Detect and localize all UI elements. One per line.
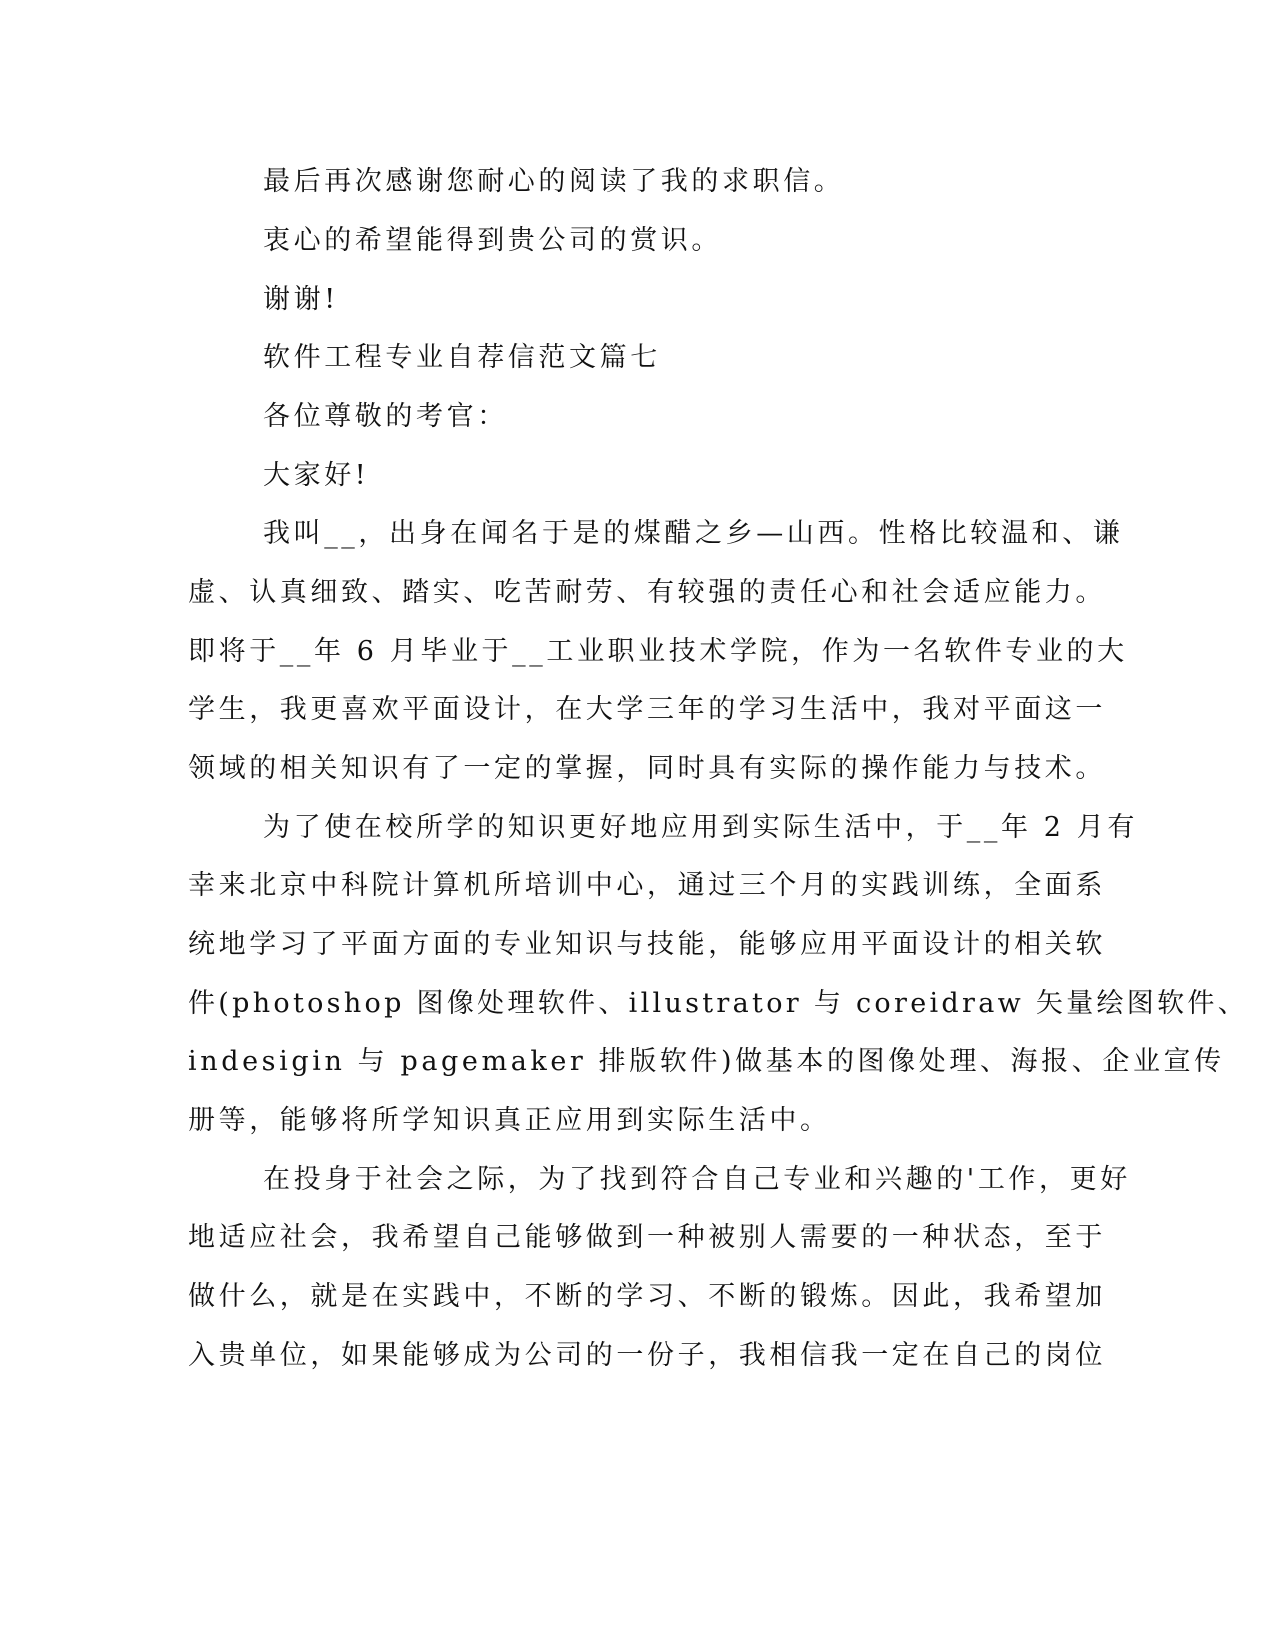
paragraph-2-line-1: 为了使在校所学的知识更好地应用到实际生活中，于__年 2 月有	[263, 812, 1138, 843]
paragraph-3-line-2: 地适应社会，我希望自己能够做到一种被别人需要的一种状态，至于	[188, 1222, 1106, 1253]
thanks-line: 谢谢!	[263, 284, 339, 315]
paragraph-2-line-5: indesigin 与 pagemaker 排版软件)做基本的图像处理、海报、企业宣传	[188, 1046, 1225, 1077]
paragraph-1-line-5: 领域的相关知识有了一定的掌握，同时具有实际的操作能力与技术。	[188, 753, 1106, 784]
paragraph-2-line-6: 册等，能够将所学知识真正应用到实际生活中。	[188, 1105, 831, 1136]
salutation: 各位尊敬的考官：	[263, 401, 508, 432]
paragraph-3-line-4: 入贵单位，如果能够成为公司的一份子，我相信我一定在自己的岗位	[188, 1340, 1106, 1371]
greeting: 大家好!	[263, 460, 370, 491]
paragraph-1-line-2: 虚、认真细致、踏实、吃苦耐劳、有较强的责任心和社会适应能力。	[188, 577, 1106, 608]
paragraph-2-line-4: 件(photoshop 图像处理软件、illustrator 与 coreidraw 矢量绘图软件、	[188, 988, 1248, 1019]
paragraph-1-line-3: 即将于__年 6 月毕业于__工业职业技术学院，作为一名软件专业的大	[188, 636, 1128, 667]
paragraph-2-line-2: 幸来北京中科院计算机所培训中心，通过三个月的实践训练，全面系	[188, 870, 1106, 901]
paragraph-3-line-3: 做什么，就是在实践中，不断的学习、不断的锻炼。因此，我希望加	[188, 1281, 1106, 1312]
paragraph-1-line-4: 学生，我更喜欢平面设计，在大学三年的学习生活中，我对平面这一	[188, 694, 1106, 725]
paragraph-1-line-1: 我叫__，出身在闻名于是的煤醋之乡—山西。性格比较温和、谦	[263, 518, 1124, 549]
paragraph-3-line-1: 在投身于社会之际，为了找到符合自己专业和兴趣的'工作，更好	[263, 1164, 1131, 1195]
section-title: 软件工程专业自荐信范文篇七	[263, 342, 661, 373]
closing-hope-line: 衷心的希望能得到贵公司的赏识。	[263, 225, 722, 256]
paragraph-2-line-3: 统地学习了平面方面的专业知识与技能，能够应用平面设计的相关软	[188, 929, 1106, 960]
closing-thanks-line: 最后再次感谢您耐心的阅读了我的求职信。	[263, 166, 845, 197]
